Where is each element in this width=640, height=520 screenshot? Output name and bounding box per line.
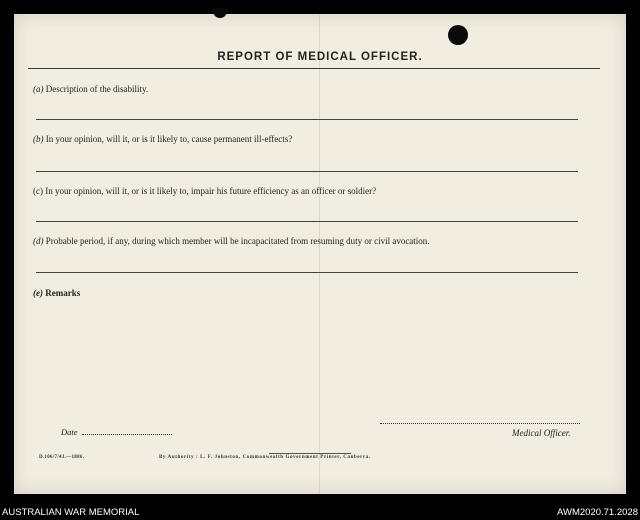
question-b bbox=[33, 134, 292, 144]
answer-line-b bbox=[36, 171, 578, 172]
question-d-text: Probable period, if any, during which member will be incapacitated from resuming duty or civil avocation. bbox=[45, 236, 430, 246]
question-e-marker: (e) bbox=[33, 288, 43, 298]
medical-officer-label: Medical Officer. bbox=[512, 428, 571, 438]
punch-hole-top bbox=[213, 8, 227, 18]
question-a-text: Description of the disability. bbox=[45, 84, 149, 94]
question-c-text: In your opinion, will it, or is it likely to, impair his future efficiency as an officer or soldier? bbox=[45, 186, 377, 196]
accession-number: AWM2020.71.2028 bbox=[557, 507, 638, 518]
archive-caption: AUSTRALIAN WAR MEMORIAL bbox=[2, 507, 140, 518]
date-signature-line bbox=[82, 434, 172, 435]
question-e-text: Remarks bbox=[45, 288, 81, 298]
question-b-text: In your opinion, will it, or is it likely to, cause permanent ill-effects? bbox=[45, 134, 293, 144]
question-e bbox=[33, 288, 80, 298]
question-b-marker: (b) bbox=[33, 134, 44, 144]
question-c bbox=[33, 186, 376, 196]
paper-fold-crease bbox=[319, 14, 320, 494]
form-title: REPORT OF MEDICAL OFFICER. bbox=[217, 51, 423, 63]
form-code: D.106/7/43.—1886. bbox=[39, 455, 85, 460]
answer-line-d bbox=[36, 272, 578, 273]
question-c-marker: (c) bbox=[33, 186, 43, 196]
medical-officer-signature-line bbox=[380, 423, 580, 424]
printer-authority: By Authority : L. F. Johnston, Commonwealth Government Printer, Canberra. bbox=[159, 455, 371, 460]
authority-rule bbox=[269, 453, 351, 454]
punch-hole bbox=[448, 25, 468, 45]
title-rule bbox=[28, 68, 600, 69]
date-label: Date bbox=[61, 427, 78, 437]
answer-line-a bbox=[36, 119, 578, 120]
question-a bbox=[33, 84, 148, 94]
question-a-marker: (a) bbox=[33, 84, 44, 94]
document-page bbox=[14, 14, 626, 494]
question-d-marker: (d) bbox=[33, 236, 44, 246]
answer-line-c bbox=[36, 221, 578, 222]
question-d bbox=[33, 236, 430, 246]
